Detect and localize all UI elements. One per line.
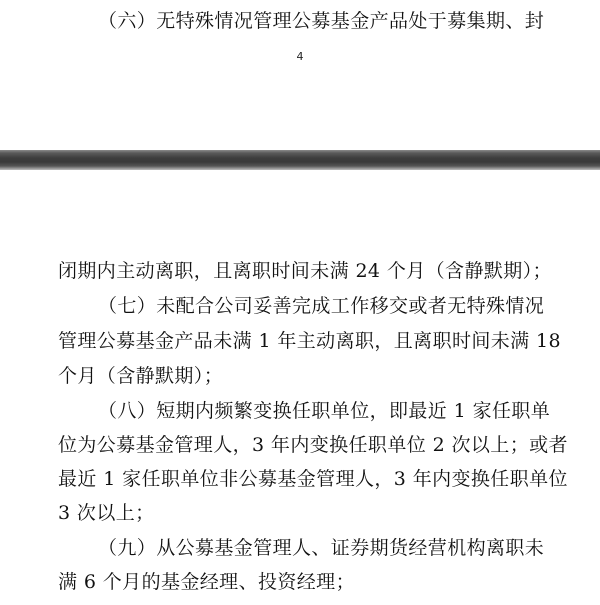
page-top xyxy=(0,0,600,150)
page-number: 4 xyxy=(296,50,304,63)
text-line: 3 次以上； xyxy=(58,502,155,524)
text-line: 位为公募基金管理人，3 年内变换任职单位 2 次以上；或者 xyxy=(58,434,568,456)
text-line: （六）无特殊情况管理公募基金产品处于募集期、封 xyxy=(98,10,545,32)
page-break-separator xyxy=(0,150,600,170)
text-line: （九）从公募基金管理人、证券期货经营机构离职未 xyxy=(98,537,545,559)
text-line: （七）未配合公司妥善完成工作移交或者无特殊情况 xyxy=(98,295,545,317)
text-line: （八）短期内频繁变换任职单位，即最近 1 家任职单 xyxy=(98,400,551,422)
text-line: 最近 1 家任职单位非公募基金管理人，3 年内变换任职单位 xyxy=(58,468,568,490)
text-line: 闭期内主动离职，且离职时间未满 24 个月（含静默期）； xyxy=(58,260,552,282)
text-line: 个月（含静默期）； xyxy=(58,365,224,387)
text-line: 管理公募基金产品未满 1 年主动离职，且离职时间未满 18 xyxy=(58,330,561,352)
text-line: 满 6 个月的基金经理、投资经理； xyxy=(58,571,355,593)
